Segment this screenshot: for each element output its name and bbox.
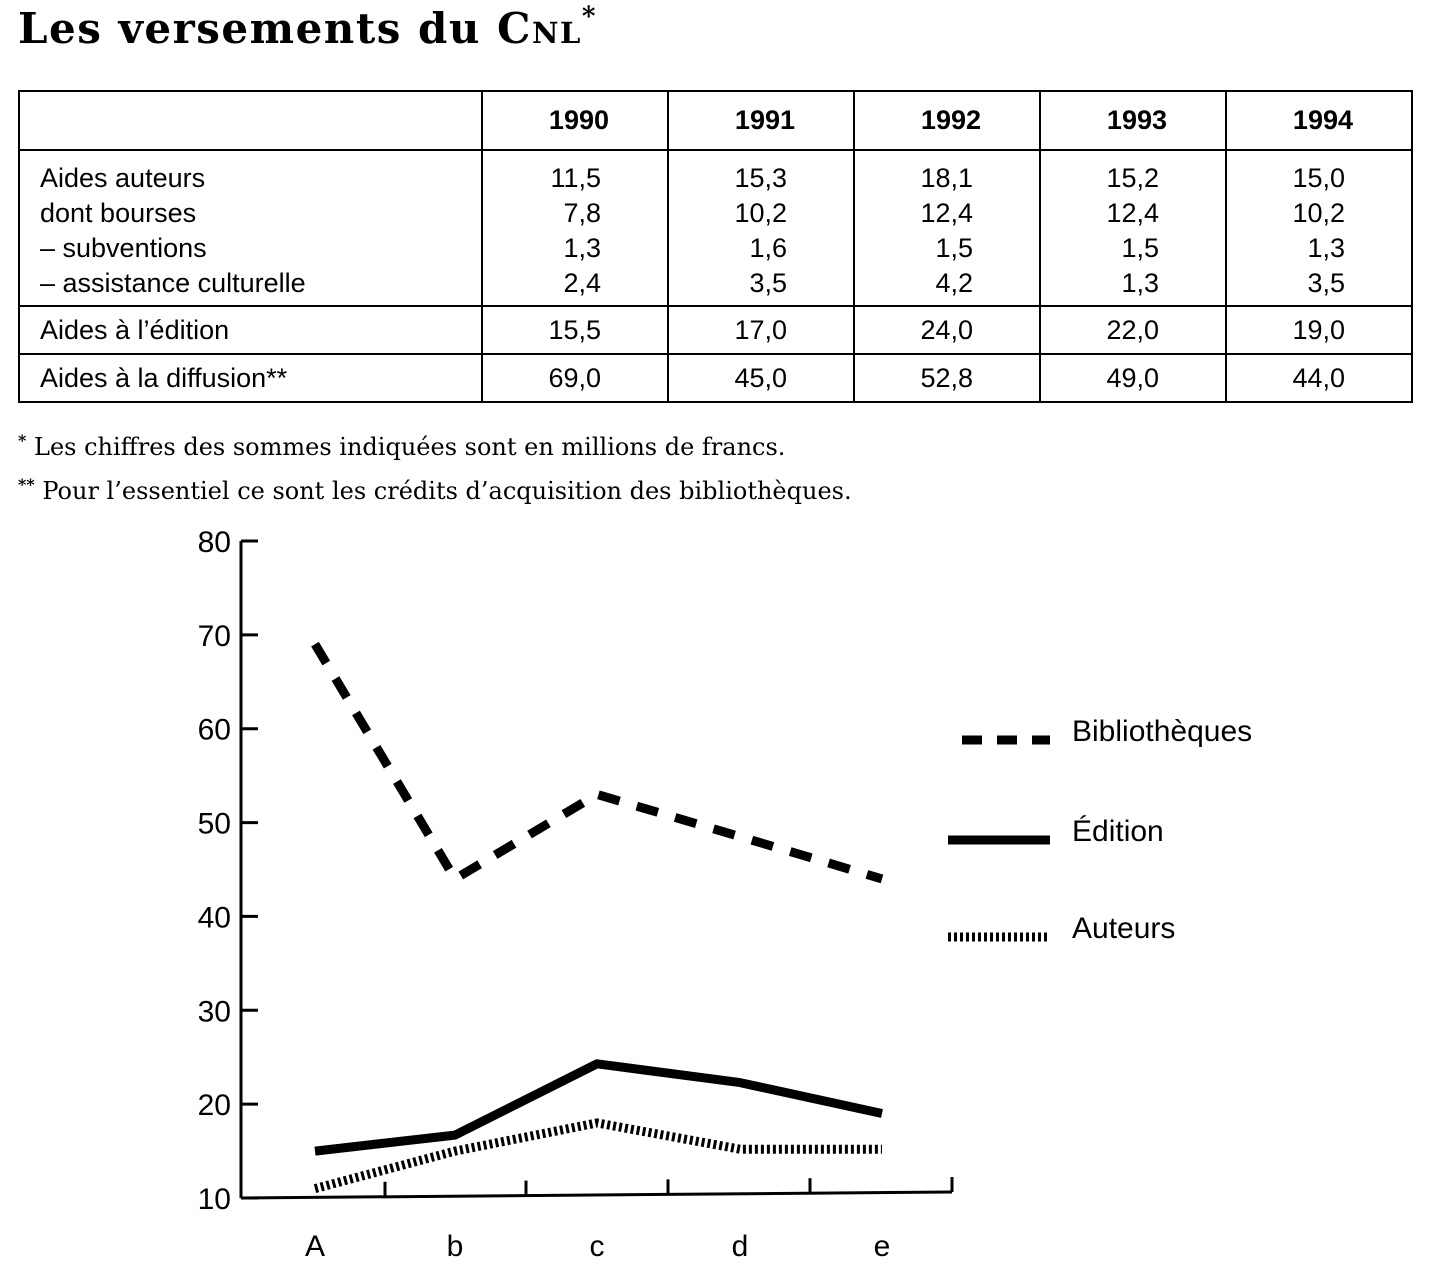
table-cell: 1,3: [1307, 233, 1345, 263]
y-tick-label-20: 20: [197, 1089, 231, 1123]
table-cell: 15,0: [1292, 163, 1345, 193]
legend-label-2: Auteurs: [1072, 912, 1176, 945]
y-tick-label-70: 70: [197, 619, 231, 653]
title-acronym: Cnl: [497, 4, 582, 53]
header-year-1992: 1992: [854, 91, 1040, 150]
table-cell: 24,0: [854, 306, 1040, 354]
table-cell: 44,0: [1226, 354, 1412, 402]
y-tick-label-80: 80: [197, 526, 231, 559]
table-cell: 7,8: [563, 198, 601, 228]
legend-label-1: Édition: [1072, 815, 1164, 848]
header-year-1994: 1994: [1226, 91, 1412, 150]
table-cell: 12,4: [920, 198, 973, 228]
x-tick-label-e: e: [873, 1230, 891, 1263]
title-text: Les versements du: [18, 4, 498, 53]
x-axis-line: [241, 1192, 952, 1198]
table-cell: 22,0: [1040, 306, 1226, 354]
table-cell: 49,0: [1040, 354, 1226, 402]
table-cell: 10,2: [734, 198, 787, 228]
table-cell: 17,0: [668, 306, 854, 354]
footnote-1-mark: *: [18, 431, 27, 450]
series-line-2: [315, 1123, 882, 1189]
y-tick-label-50: 50: [197, 807, 231, 841]
table-cell: 11,5: [550, 163, 601, 193]
table-cell: 1,3: [1121, 268, 1159, 298]
table-cell: 15,2: [1106, 163, 1159, 193]
y-tick-label-60: 60: [197, 713, 231, 747]
x-tick-label-c: c: [589, 1230, 605, 1263]
table-cell: 10,2: [1292, 198, 1345, 228]
y-tick-label-30: 30: [197, 995, 231, 1029]
row-label-aides-edition: Aides à l’édition: [19, 306, 482, 354]
row-label-aides-diffusion: Aides à la diffusion**: [19, 354, 482, 402]
footnote-2-mark: **: [18, 475, 35, 494]
row-label-assistance-culturelle: – assistance culturelle: [40, 268, 306, 298]
x-tick-label-a: A: [304, 1230, 326, 1263]
title-footnote-mark: *: [581, 2, 597, 32]
table-cell: 3,5: [1307, 268, 1345, 298]
x-tick-label-b: b: [446, 1230, 464, 1263]
table-cell: 1,6: [749, 233, 787, 263]
footnote-1-text: Les chiffres des sommes indiquées sont en millions de francs.: [34, 433, 786, 461]
row-label-subventions: – subventions: [40, 233, 207, 263]
table-cell: 15,5: [482, 306, 668, 354]
header-year-1993: 1993: [1040, 91, 1226, 150]
row-label-dont-bourses: dont bourses: [40, 198, 197, 228]
table-cell: 1,3: [563, 233, 601, 263]
header-year-1991: 1991: [668, 91, 854, 150]
table-cell: 18,1: [920, 163, 973, 193]
table-cell: 52,8: [854, 354, 1040, 402]
table-cell: 1,5: [1121, 233, 1159, 263]
x-tick-label-d: d: [731, 1230, 749, 1263]
table-cell: 3,5: [749, 268, 787, 298]
table-cell: 1,5: [935, 233, 973, 263]
row-label-aides-auteurs: Aides auteurs: [40, 163, 206, 193]
table-cell: 69,0: [482, 354, 668, 402]
table-cell: 4,2: [935, 268, 973, 298]
table-cell: 12,4: [1106, 198, 1159, 228]
header-year-1990: 1990: [482, 91, 668, 150]
footnote-2-text: Pour l’essentiel ce sont les crédits d’acquisition des bibliothèques.: [42, 477, 852, 505]
legend-label-0: Bibliothèques: [1072, 715, 1253, 748]
table-cell: 2,4: [563, 268, 601, 298]
table-cell: 15,3: [734, 163, 787, 193]
y-tick-label-40: 40: [197, 901, 231, 935]
table-cell: 19,0: [1226, 306, 1412, 354]
table-cell: 45,0: [668, 354, 854, 402]
y-tick-label-10: 10: [197, 1183, 231, 1216]
series-line-1: [315, 1064, 882, 1151]
series-line-0: [315, 644, 882, 879]
